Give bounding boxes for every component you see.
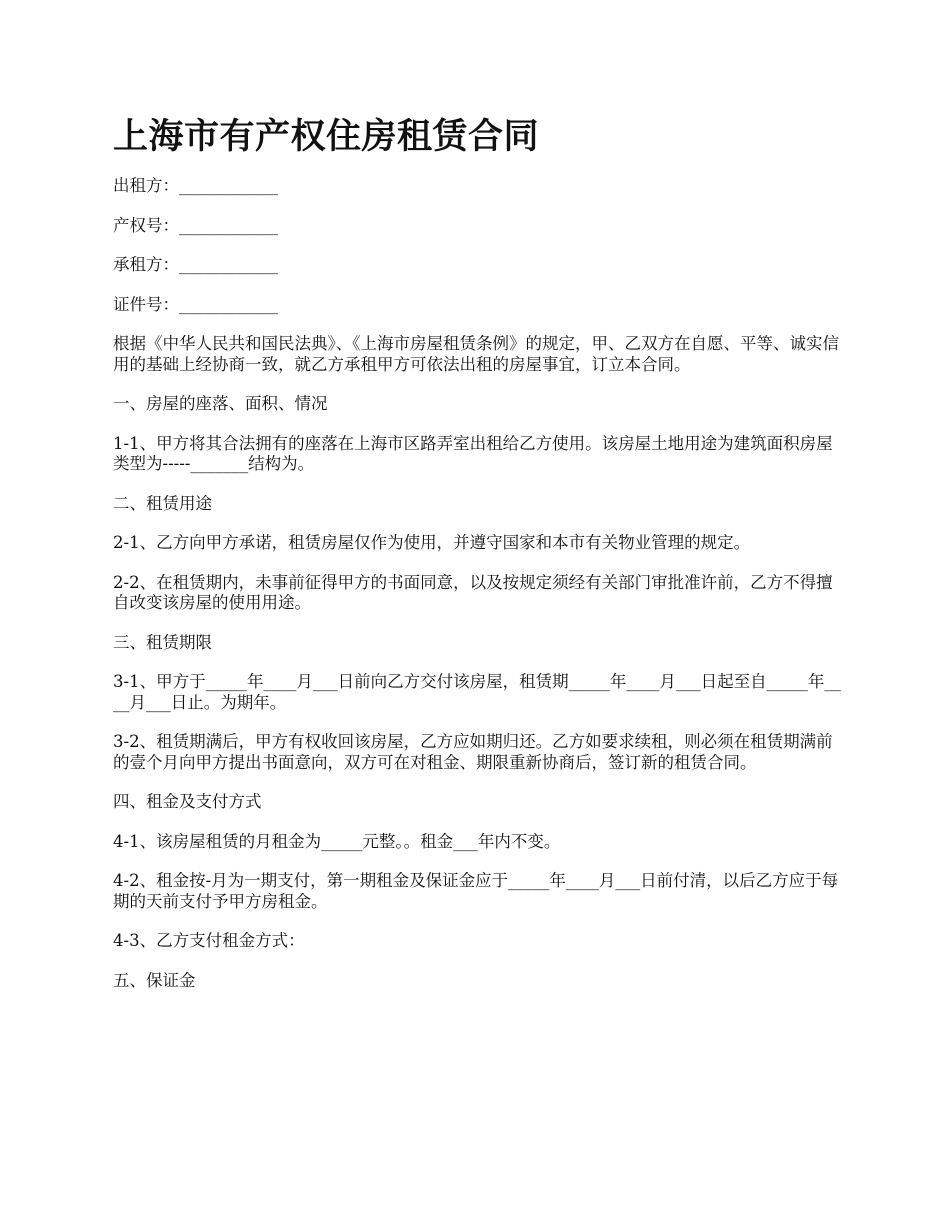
- document-title: 上海市有产权住房租赁合同: [113, 117, 540, 157]
- clause-3-1: 3-1、甲方于_____年____月___日前向乙方交付该房屋，租赁期_____年____月___日起至自_____年____月___日止。为期年。: [113, 672, 841, 712]
- clause-2-1: 2-1、乙方向甲方承诺，租赁房屋仅作为使用，并遵守国家和本市有关物业管理的规定。: [113, 533, 751, 552]
- clause-2-2: 2-2、在租赁期内，未事前征得甲方的书面同意，以及按规定须经有关部门审批准许前，乙方不得擅自改变该房屋的使用用途。: [113, 572, 833, 612]
- section-heading-1: 一、房屋的座落、面积、情况: [113, 394, 328, 413]
- party-lessor-field: 出租方：____________: [113, 176, 278, 195]
- preamble-paragraph: 根据《中华人民共和国民法典》、《上海市房屋租赁条例》的规定，甲、乙双方在自愿、平等、诚实信用的基础上经协商一致，就乙方承租甲方可依法出租的房屋事宜，订立本合同。: [113, 334, 839, 374]
- section-heading-5: 五、保证金: [113, 970, 196, 990]
- clause-4-3: 4-3、乙方支付租金方式：: [113, 931, 305, 950]
- clause-3-2: 3-2、租赁期满后，甲方有权收回该房屋，乙方应如期归还。乙方如要求续租，则必须在租赁期满前的壹个月向甲方提出书面意向，双方可在对租金、期限重新协商后，签订新的租赁合同。: [113, 732, 833, 772]
- clause-1-1: 1-1、甲方将其合法拥有的座落在上海市区路弄室出租给乙方使用。该房屋土地用途为建筑面积房屋类型为-----_______结构为。: [113, 433, 833, 473]
- section-heading-3: 三、租赁期限: [113, 632, 212, 652]
- clause-4-2: 4-2、租金按-月为一期支付，第一期租金及保证金应于_____年____月___日前付清，以后乙方应于每期的天前支付予甲方房租金。: [113, 871, 839, 911]
- clause-4-1: 4-1、该房屋租赁的月租金为_____元整。。租金___年内不变。: [113, 831, 561, 851]
- party-lessee-field: 承租方：____________: [113, 255, 278, 274]
- id-number-field: 证件号：____________: [113, 294, 278, 314]
- section-heading-4: 四、租金及支付方式: [113, 792, 262, 811]
- property-number-field: 产权号：____________: [113, 215, 278, 235]
- document-page: [113, 112, 843, 1010]
- section-heading-2: 二、租赁用途: [113, 493, 212, 513]
